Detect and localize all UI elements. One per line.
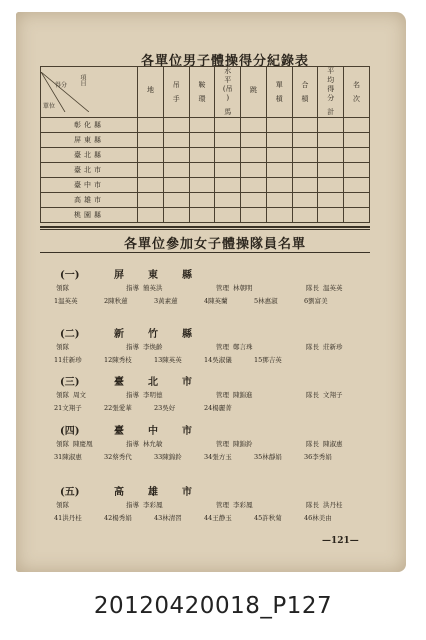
column-sublabel: 環 [198, 94, 206, 103]
staff-name: 林允敏 [143, 440, 163, 448]
table-row [41, 193, 370, 208]
score-cell [292, 193, 318, 208]
score-cell [344, 178, 370, 193]
section-number: (三) [60, 377, 80, 388]
score-cell [318, 148, 344, 163]
staff-role: 管理 [216, 284, 229, 292]
score-cell [292, 178, 318, 193]
score-cell [318, 133, 344, 148]
member-row [54, 296, 374, 305]
score-cell [215, 193, 241, 208]
staff-entry [56, 500, 126, 509]
staff-name: 陳錦鈴 [233, 440, 253, 448]
score-cell [163, 178, 189, 193]
member-name: 14吳淑儀 [204, 356, 232, 364]
staff-entry [216, 500, 306, 509]
score-cell [241, 193, 267, 208]
member-name: 32蔡秀代 [104, 453, 132, 461]
member-name: 12陳秀枝 [104, 356, 132, 364]
staff-role: 隊長 [306, 440, 319, 448]
column-sublabel: 計 [327, 108, 335, 116]
score-cell [344, 193, 370, 208]
member-name: 13陳英英 [154, 356, 182, 364]
staff-role: 領隊 [56, 391, 69, 399]
member-name: 42楊秀娟 [104, 514, 132, 522]
page-number: —121— [322, 536, 359, 546]
section-heading [60, 373, 380, 388]
column-header [138, 67, 164, 118]
member-name: 2陳秋蓮 [104, 297, 128, 305]
staff-row [56, 342, 376, 351]
image-caption: 20120420018_P127 [93, 593, 333, 619]
member-row [54, 403, 374, 412]
unit-name: 臺北縣 [41, 148, 138, 163]
member-name: 11莊新珍 [54, 356, 82, 364]
staff-entry [216, 439, 306, 448]
roster-title-underline [40, 252, 370, 253]
staff-name: 周文 [73, 391, 86, 399]
section-heading [60, 266, 380, 281]
score-cell [241, 163, 267, 178]
unit-name: 桃園縣 [41, 208, 138, 223]
staff-entry [306, 500, 376, 509]
staff-entry [306, 439, 376, 448]
member-name: 24楊麗菁 [204, 404, 232, 412]
score-cell [266, 163, 292, 178]
score-cell [292, 208, 318, 223]
member-name: 31陳淑惠 [54, 453, 82, 461]
member-row [54, 513, 374, 522]
score-cell [215, 148, 241, 163]
staff-role: 管理 [216, 343, 229, 351]
corner-top: 項目 [79, 74, 86, 86]
staff-name: 李焕齡 [143, 343, 163, 351]
score-cell [215, 133, 241, 148]
member-name: 21文翔子 [54, 404, 82, 412]
staff-role: 隊長 [306, 391, 319, 399]
staff-role: 指導 [126, 391, 139, 399]
score-cell [241, 208, 267, 223]
staff-entry [126, 283, 216, 292]
staff-name: 李明德 [143, 391, 163, 399]
staff-entry [126, 342, 216, 351]
staff-name: 簡英洪 [143, 284, 163, 292]
staff-role: 領隊 [56, 284, 69, 292]
unit-name: 臺中市 [41, 178, 138, 193]
score-cell [241, 118, 267, 133]
staff-entry [216, 342, 306, 351]
staff-name: 洪丹桂 [323, 501, 343, 509]
score-cell [138, 163, 164, 178]
member-name: 44王静玉 [204, 514, 232, 522]
score-cell [189, 148, 215, 163]
staff-row [56, 439, 376, 448]
score-cell [241, 178, 267, 193]
divider-thick [40, 226, 370, 228]
section-number: (一) [60, 270, 80, 281]
score-cell [318, 208, 344, 223]
score-cell [292, 163, 318, 178]
staff-row [56, 283, 376, 292]
staff-entry [216, 283, 306, 292]
staff-name: 林朝明 [233, 284, 253, 292]
member-name: 22張愛華 [104, 404, 132, 412]
score-cell [318, 118, 344, 133]
corner-middle: 得分 [55, 82, 68, 89]
member-name: 4陳英蘭 [204, 297, 228, 305]
member-row [54, 452, 374, 461]
member-name: 23吳好 [154, 404, 176, 412]
section-number: (四) [60, 426, 80, 437]
score-table-title: 各單位男子體操得分紀錄表 [140, 54, 309, 69]
score-cell [215, 163, 241, 178]
member-name: 35林靜娟 [254, 453, 282, 461]
member-name: 46林美由 [304, 514, 332, 522]
staff-role: 管理 [216, 440, 229, 448]
staff-role: 領隊 [56, 343, 69, 351]
score-cell [215, 178, 241, 193]
column-header [241, 67, 267, 118]
score-cell [163, 118, 189, 133]
staff-row [56, 390, 376, 399]
score-cell [189, 208, 215, 223]
column-header [266, 67, 292, 118]
staff-name: 李彩鳳 [233, 501, 253, 509]
score-cell [344, 148, 370, 163]
section-name: 新竹縣 [114, 329, 216, 340]
table-row [41, 163, 370, 178]
column-sublabel: 槓 [301, 94, 309, 103]
member-name: 15鄧吉英 [254, 356, 282, 364]
member-row [54, 355, 374, 364]
score-cell [292, 133, 318, 148]
staff-name: 陳慶凰 [73, 440, 93, 448]
score-cell [344, 118, 370, 133]
score-cell [215, 118, 241, 133]
score-cell [138, 178, 164, 193]
score-cell [189, 163, 215, 178]
unit-name: 臺北市 [41, 163, 138, 178]
score-cell [138, 118, 164, 133]
table-row [41, 178, 370, 193]
column-sublabel: 槓 [275, 94, 283, 103]
column-label: 吊 [172, 80, 180, 89]
staff-role: 領隊 [56, 501, 69, 509]
column-label: 單 [275, 80, 283, 89]
score-table [40, 66, 370, 223]
roster-title: 各單位參加女子體操隊員名單 [123, 237, 306, 252]
table-row [41, 208, 370, 223]
divider-thin [40, 229, 370, 230]
section-heading [60, 325, 380, 340]
column-header [163, 67, 189, 118]
staff-entry [126, 439, 216, 448]
score-cell [318, 178, 344, 193]
score-cell [344, 163, 370, 178]
column-label: 平均得分 [327, 67, 335, 102]
score-cell [215, 208, 241, 223]
column-label: 跳 [249, 85, 257, 94]
staff-name: 李彩鳳 [143, 501, 163, 509]
score-table-header [41, 67, 370, 118]
staff-entry [306, 283, 376, 292]
section-name: 高雄市 [114, 487, 216, 498]
member-name: 6劉富美 [304, 297, 328, 305]
score-cell [292, 118, 318, 133]
score-cell [344, 133, 370, 148]
staff-entry [216, 390, 306, 399]
score-cell [318, 193, 344, 208]
section-name: 臺中市 [114, 426, 216, 437]
staff-name: 鄭言珠 [233, 343, 253, 351]
staff-role: 隊長 [306, 343, 319, 351]
score-cell [266, 178, 292, 193]
member-name: 45許秋菊 [254, 514, 282, 522]
section-heading [60, 483, 380, 498]
staff-entry [306, 342, 376, 351]
staff-name: 文翔子 [323, 391, 343, 399]
corner-bottom: 單位 [43, 103, 56, 110]
score-cell [318, 163, 344, 178]
column-label: 地 [146, 85, 154, 94]
score-cell [163, 148, 189, 163]
member-name: 3黃素蓮 [154, 297, 178, 305]
staff-entry [56, 283, 126, 292]
column-header [292, 67, 318, 118]
member-name: 5林惠淑 [254, 297, 278, 305]
score-cell [266, 133, 292, 148]
column-sublabel: 次 [353, 94, 361, 103]
column-sublabel: 手 [172, 94, 180, 103]
staff-entry [126, 390, 216, 399]
member-name: 41洪丹桂 [54, 514, 82, 522]
staff-name: 陳淑惠 [323, 440, 343, 448]
score-cell [163, 163, 189, 178]
section-heading [60, 422, 380, 437]
staff-role: 領隊 [56, 440, 69, 448]
table-row [41, 148, 370, 163]
score-cell [163, 193, 189, 208]
column-label: 水平(吊) [222, 67, 233, 102]
staff-role: 指導 [126, 440, 139, 448]
score-cell [266, 118, 292, 133]
staff-entry [126, 500, 216, 509]
score-cell [292, 148, 318, 163]
section-number: (五) [60, 487, 80, 498]
score-cell [138, 193, 164, 208]
staff-name: 莊新珍 [323, 343, 343, 351]
staff-row [56, 500, 376, 509]
staff-entry [306, 390, 376, 399]
score-cell [189, 133, 215, 148]
staff-role: 隊長 [306, 501, 319, 509]
section-name: 屏東縣 [114, 270, 216, 281]
staff-entry [56, 342, 126, 351]
score-cell [163, 208, 189, 223]
staff-role: 指導 [126, 284, 139, 292]
section-name: 臺北市 [114, 377, 216, 388]
score-cell [241, 148, 267, 163]
staff-role: 指導 [126, 501, 139, 509]
score-cell [266, 193, 292, 208]
score-cell [266, 208, 292, 223]
staff-role: 管理 [216, 391, 229, 399]
member-name: 36李秀娟 [304, 453, 332, 461]
corner-cell [41, 67, 138, 118]
score-cell [344, 208, 370, 223]
score-cell [138, 208, 164, 223]
score-cell [241, 133, 267, 148]
column-header [215, 67, 241, 118]
column-header [189, 67, 215, 118]
column-label: 合 [301, 80, 309, 89]
staff-role: 指導 [126, 343, 139, 351]
unit-name: 高雄市 [41, 193, 138, 208]
table-row [41, 133, 370, 148]
staff-role: 隊長 [306, 284, 319, 292]
member-name: 1温英英 [54, 297, 78, 305]
score-cell [189, 178, 215, 193]
staff-name: 陳錦進 [233, 391, 253, 399]
score-cell [266, 148, 292, 163]
score-cell [138, 148, 164, 163]
column-sublabel: 馬 [224, 108, 232, 116]
column-header [344, 67, 370, 118]
staff-role: 管理 [216, 501, 229, 509]
staff-entry [56, 439, 126, 448]
score-cell [163, 133, 189, 148]
score-table-body [41, 118, 370, 223]
column-header [318, 67, 344, 118]
score-cell [138, 133, 164, 148]
column-label: 鞍 [198, 80, 206, 89]
table-row [41, 118, 370, 133]
member-name: 34張方玉 [204, 453, 232, 461]
unit-name: 彰化縣 [41, 118, 138, 133]
member-name: 43林清習 [154, 514, 182, 522]
member-name: 33陳錦鈴 [154, 453, 182, 461]
score-cell [189, 118, 215, 133]
section-number: (二) [60, 329, 80, 340]
staff-entry [56, 390, 126, 399]
score-cell [189, 193, 215, 208]
staff-name: 温英英 [323, 284, 343, 292]
column-label: 名 [353, 80, 361, 89]
unit-name: 屏東縣 [41, 133, 138, 148]
